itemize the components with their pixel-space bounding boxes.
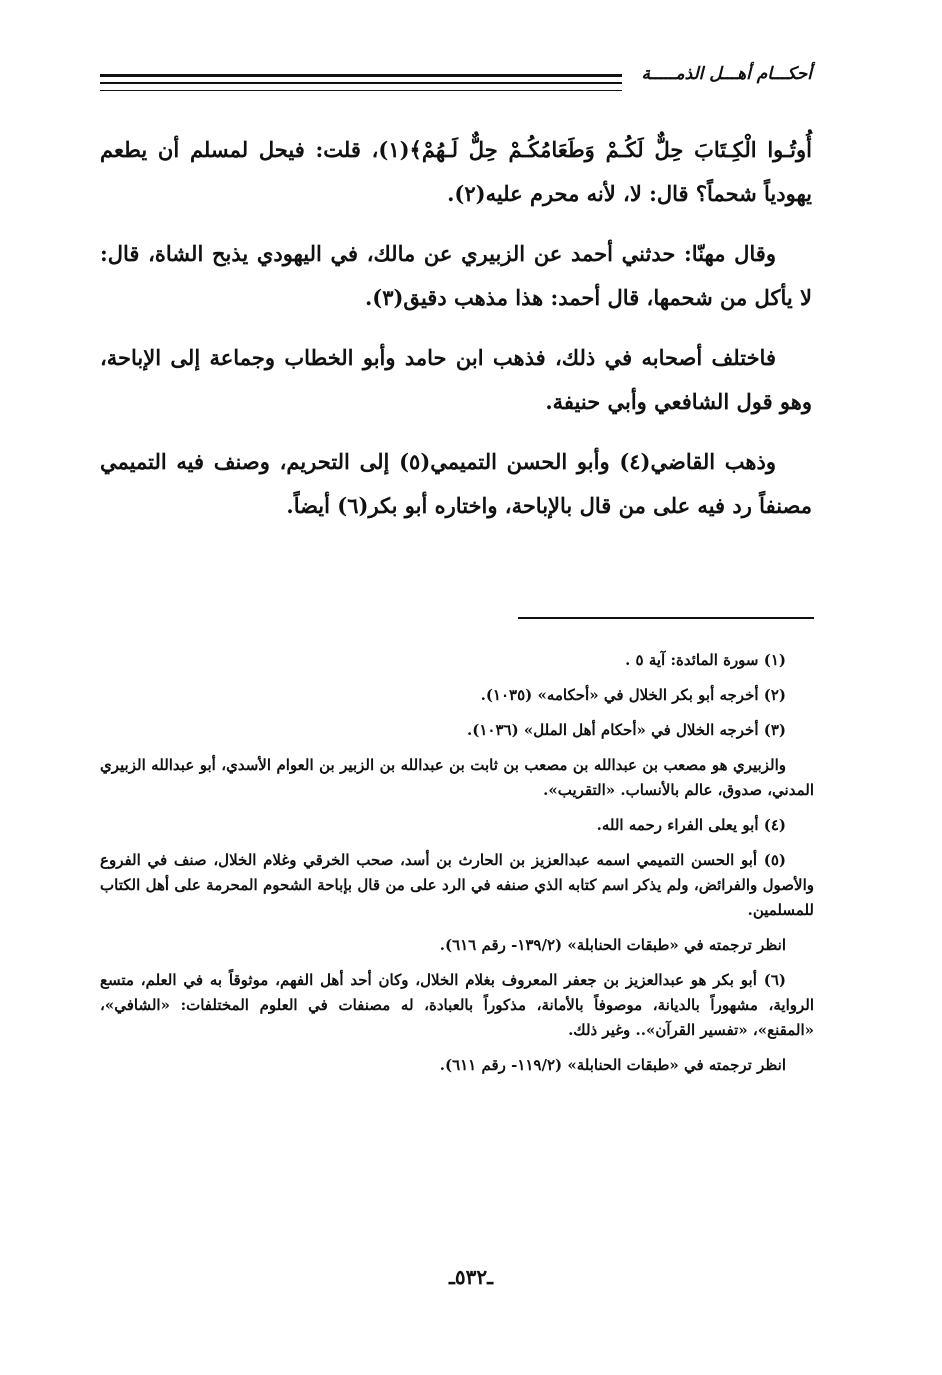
header-rule [100,90,622,91]
footnote-4: (٤) أبو يعلى الفراء رحمه الله. [596,816,786,834]
footnote-5: (٥) أبو الحسن التميمي اسمه عبدالعزيز بن الحارث بن أسد، صحب الخرقي وغلام الخلال، صنف في الفروع والأصول والفرائض، ولم يذكر اسم كتابه الذي صنفه في الرد على من قال بإباحة الشحوم المحرمة على أهل الكتاب للمسلمين. [100,851,814,919]
paragraph-prohibition: وذهب القاضي(٤) وأبو الحسن التميمي(٥) إلى التحريم، وصنف فيه التميمي مصنفاً رد فيه على من قال بالإباحة، واختاره أبو بكر(٦) أيضاً. [100,449,812,518]
footnote-5-reference: انظر ترجمته في «طبقات الحنابلة» (١٣٩/٢- رقم ٦١٦). [439,936,786,954]
running-title: أحكـــام أهـــل الذمـــــة [641,64,812,84]
footnote-1: (١) سورة المائدة: آية ٥ . [625,651,786,669]
footnote-6-reference: انظر ترجمته في «طبقات الحنابلة» (١١٩/٢- رقم ٦١١). [439,1056,786,1074]
footnote-3-zubayri: والزبيري هو مصعب بن عبدالله بن مصعب بن ثابت بن عبدالله بن الزبير بن العوام الأسدي، أبو عبدالله الزبيري المدني، صدوق، عالم بالأنساب. «التقريب». [100,756,814,799]
paragraph-disagreement: فاختلف أصحابه في ذلك، فذهب ابن حامد وأبو الخطاب وجماعة إلى الإباحة، وهو قول الشافعي وأبي حنيفة. [100,345,812,414]
main-text [100,128,812,544]
header-rule [100,82,622,84]
paragraph-muhanna: وقال مهنّا: حدثني أحمد عن الزبيري عن مالك، في اليهودي يذبح الشاة، قال: لا يأكل من شحمها، قال أحمد: هذا مذهب دقيق(٣). [100,241,812,310]
page-number: ـ٥٣٢ـ [449,1265,493,1289]
footnote-6: (٦) أبو بكر هو عبدالعزيز بن جعفر المعروف بغلام الخلال، وكان أحد أهل الفهم، موثوقاً به في العلم، متسع الرواية، مشهوراً بالديانة، موصوفاً بالأمانة، مذكوراً بالعبادة، له مصنفات في العلوم المختلفات: «الشافي»، «المقنع»، «تفسير القرآن».. وغير ذلك. [100,971,814,1039]
paragraph-quran-continuation: أُوتُـوا الْكِـتَابَ حِلٌّ لَكُـمْ وَطَعَامُكُـمْ حِلٌّ لَـهُمْ﴾(١)، قلت: فيحل لمسلم أن يطعم يهودياً شحماً؟ قال: لا، لأنه محرم عليه(٢). [100,137,812,206]
running-header [100,62,812,102]
footnotes [100,648,814,1088]
footnote-separator [518,617,814,619]
footnote-3: (٣) أخرجه الخلال في «أحكام أهل الملل» (١٠٣٦). [467,721,786,739]
footnote-2: (٢) أخرجه أبو بكر الخلال في «أحكامه» (١٠٣٥). [480,686,786,704]
header-rule [100,74,622,77]
